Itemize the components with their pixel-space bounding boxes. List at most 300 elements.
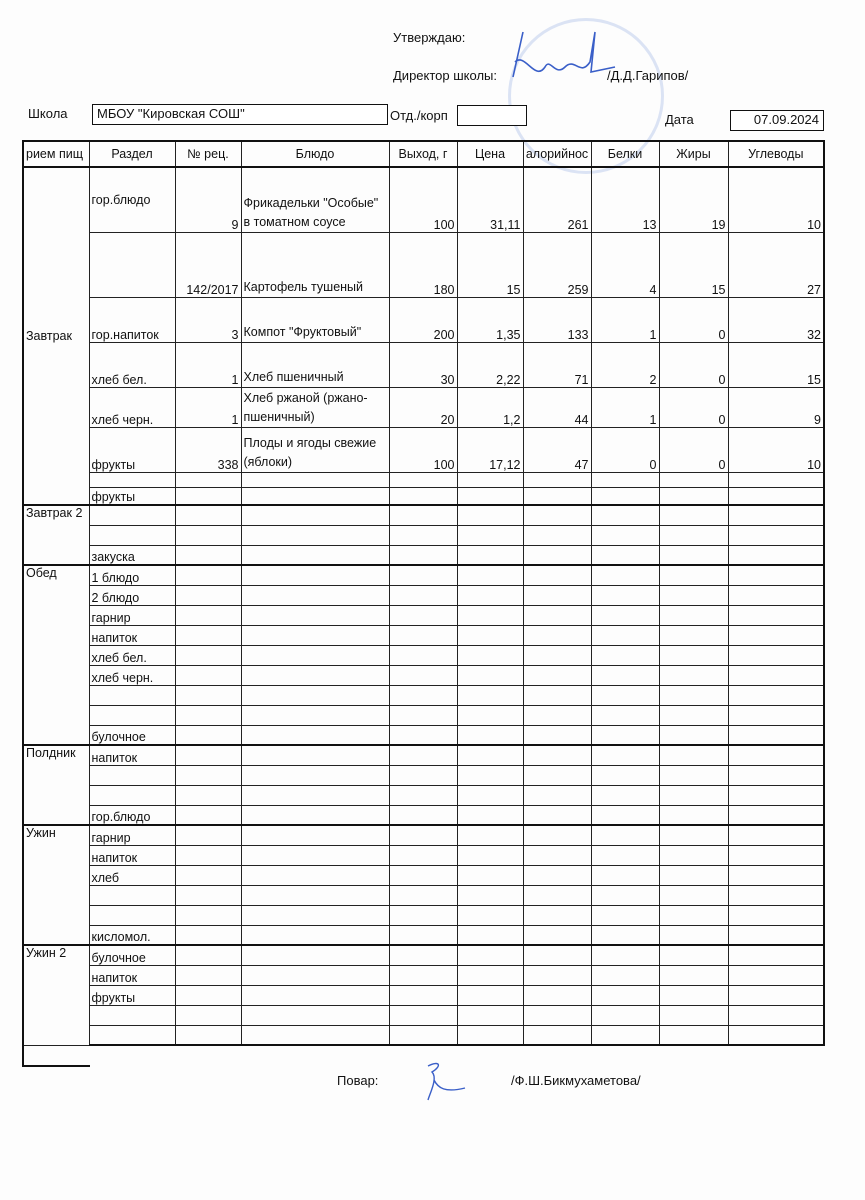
- cell-calories: [523, 585, 591, 605]
- cell-carbs: [728, 645, 824, 665]
- cell-section: напиток: [89, 745, 175, 765]
- cell-proteins: 0: [591, 427, 659, 472]
- cell-carbs: [728, 505, 824, 525]
- cell-fats: [659, 525, 728, 545]
- cell-dish: [241, 885, 389, 905]
- cell-proteins: [591, 585, 659, 605]
- cell-fats: [659, 645, 728, 665]
- cell-calories: [523, 505, 591, 525]
- cell-yield: [389, 565, 457, 585]
- table-row: [23, 342, 824, 387]
- cell-proteins: [591, 487, 659, 505]
- table-row: [23, 1005, 824, 1025]
- cell-yield: [389, 725, 457, 745]
- table-row: [23, 885, 824, 905]
- cell-calories: [523, 625, 591, 645]
- cell-proteins: [591, 645, 659, 665]
- cell-price: [457, 905, 523, 925]
- meal-name: Ужин: [23, 825, 89, 945]
- cell-proteins: [591, 525, 659, 545]
- cell-carbs: [728, 745, 824, 765]
- cell-fats: [659, 472, 728, 487]
- cell-carbs: [728, 665, 824, 685]
- cell-calories: 259: [523, 232, 591, 297]
- cell-fats: 19: [659, 167, 728, 232]
- cell-yield: [389, 965, 457, 985]
- school-field[interactable]: МБОУ "Кировская СОШ": [92, 104, 388, 125]
- cell-calories: [523, 487, 591, 505]
- cell-yield: [389, 487, 457, 505]
- cell-calories: [523, 565, 591, 585]
- cell-recipe-no: [175, 745, 241, 765]
- cell-dish: [241, 625, 389, 645]
- cell-carbs: [728, 685, 824, 705]
- cell-yield: [389, 925, 457, 945]
- cell-carbs: [728, 885, 824, 905]
- cook-signature: [420, 1058, 480, 1103]
- cell-fats: [659, 505, 728, 525]
- column-header: Цена: [457, 141, 523, 167]
- cell-dish: Хлеб ржаной (ржано-пшеничный): [241, 387, 389, 427]
- cell-price: 1,2: [457, 387, 523, 427]
- cell-price: [457, 945, 523, 965]
- cell-yield: [389, 905, 457, 925]
- cell-yield: 100: [389, 427, 457, 472]
- cell-proteins: 13: [591, 167, 659, 232]
- cell-proteins: 2: [591, 342, 659, 387]
- cell-dish: [241, 845, 389, 865]
- cell-yield: [389, 765, 457, 785]
- cell-section: 2 блюдо: [89, 585, 175, 605]
- cell-recipe-no: [175, 685, 241, 705]
- cell-dish: [241, 565, 389, 585]
- cell-recipe-no: [175, 825, 241, 845]
- cell-yield: [389, 805, 457, 825]
- cell-price: [457, 1005, 523, 1025]
- table-row: [23, 585, 824, 605]
- cell-price: [457, 685, 523, 705]
- cell-yield: [389, 1005, 457, 1025]
- cell-section: гарнир: [89, 605, 175, 625]
- cell-section: гор.блюдо: [89, 805, 175, 825]
- cell-carbs: [728, 705, 824, 725]
- cell-dish: Плоды и ягоды свежие (яблоки): [241, 427, 389, 472]
- cell-price: 17,12: [457, 427, 523, 472]
- cell-section: гор.блюдо: [89, 167, 175, 232]
- cell-dish: [241, 685, 389, 705]
- cell-calories: [523, 785, 591, 805]
- cell-calories: 133: [523, 297, 591, 342]
- cell-dish: [241, 525, 389, 545]
- cell-recipe-no: 1: [175, 342, 241, 387]
- cell-fats: 0: [659, 342, 728, 387]
- cell-dish: [241, 472, 389, 487]
- cell-calories: [523, 825, 591, 845]
- cell-dish: [241, 585, 389, 605]
- column-header: Раздел: [89, 141, 175, 167]
- cell-proteins: [591, 745, 659, 765]
- cell-section: [89, 505, 175, 525]
- cell-fats: 0: [659, 427, 728, 472]
- cell-calories: [523, 845, 591, 865]
- cell-dish: [241, 965, 389, 985]
- cook-label: Повар:: [337, 1073, 379, 1088]
- cell-fats: [659, 985, 728, 1005]
- cell-proteins: [591, 705, 659, 725]
- table-row: [23, 665, 824, 685]
- cell-price: [457, 785, 523, 805]
- cell-dish: [241, 905, 389, 925]
- table-row: [23, 845, 824, 865]
- cell-price: [457, 625, 523, 645]
- cell-dish: [241, 1025, 389, 1045]
- cell-price: [457, 1025, 523, 1045]
- cell-fats: 0: [659, 387, 728, 427]
- cell-price: [457, 725, 523, 745]
- cell-yield: [389, 885, 457, 905]
- meal-name: Полдник: [23, 745, 89, 825]
- cell-fats: [659, 925, 728, 945]
- cell-carbs: [728, 545, 824, 565]
- cell-recipe-no: [175, 605, 241, 625]
- cell-calories: [523, 885, 591, 905]
- cell-proteins: [591, 685, 659, 705]
- cell-calories: 71: [523, 342, 591, 387]
- column-header: № рец.: [175, 141, 241, 167]
- cell-recipe-no: [175, 845, 241, 865]
- cell-fats: [659, 885, 728, 905]
- cell-recipe-no: [175, 1025, 241, 1045]
- cell-yield: [389, 665, 457, 685]
- cell-carbs: 27: [728, 232, 824, 297]
- table-row: [23, 1025, 824, 1045]
- cell-recipe-no: 3: [175, 297, 241, 342]
- table-row: [23, 905, 824, 925]
- cell-fats: [659, 905, 728, 925]
- date-field[interactable]: 07.09.2024: [730, 110, 824, 131]
- cell-fats: [659, 845, 728, 865]
- cell-price: [457, 645, 523, 665]
- cell-proteins: [591, 825, 659, 845]
- cell-dish: Фрикадельки "Особые" в томатном соусе: [241, 167, 389, 232]
- column-header: Жиры: [659, 141, 728, 167]
- cell-carbs: [728, 605, 824, 625]
- cell-recipe-no: [175, 665, 241, 685]
- table-row: [23, 965, 824, 985]
- cell-calories: [523, 645, 591, 665]
- cell-price: [457, 805, 523, 825]
- cell-proteins: [591, 565, 659, 585]
- cell-fats: [659, 825, 728, 845]
- cell-section: напиток: [89, 625, 175, 645]
- cell-carbs: [728, 765, 824, 785]
- cell-price: [457, 565, 523, 585]
- cell-calories: [523, 705, 591, 725]
- cell-calories: [523, 985, 591, 1005]
- cell-yield: [389, 985, 457, 1005]
- meal-column-tail: [22, 1043, 90, 1067]
- cell-yield: 20: [389, 387, 457, 427]
- cell-dish: [241, 785, 389, 805]
- cell-yield: [389, 645, 457, 665]
- cell-section: [89, 705, 175, 725]
- cell-calories: [523, 945, 591, 965]
- cell-recipe-no: [175, 765, 241, 785]
- table-row: [23, 805, 824, 825]
- cell-section: гор.напиток: [89, 297, 175, 342]
- cell-carbs: 10: [728, 167, 824, 232]
- cell-recipe-no: [175, 487, 241, 505]
- cell-dish: [241, 825, 389, 845]
- cell-recipe-no: 142/2017: [175, 232, 241, 297]
- cell-price: 15: [457, 232, 523, 297]
- cell-dish: [241, 985, 389, 1005]
- cell-dish: [241, 725, 389, 745]
- cell-carbs: [728, 487, 824, 505]
- cell-proteins: [591, 925, 659, 945]
- cell-recipe-no: [175, 985, 241, 1005]
- cell-proteins: [591, 545, 659, 565]
- cell-price: [457, 765, 523, 785]
- cell-calories: [523, 745, 591, 765]
- cell-calories: [523, 725, 591, 745]
- cell-carbs: 15: [728, 342, 824, 387]
- cell-calories: [523, 765, 591, 785]
- cell-carbs: [728, 805, 824, 825]
- cell-price: [457, 665, 523, 685]
- column-header: рием пищ: [23, 141, 89, 167]
- cell-fats: [659, 487, 728, 505]
- cell-carbs: [728, 725, 824, 745]
- cell-fats: [659, 805, 728, 825]
- cell-proteins: [591, 985, 659, 1005]
- cell-calories: [523, 472, 591, 487]
- cell-calories: 47: [523, 427, 591, 472]
- cell-proteins: [591, 965, 659, 985]
- column-header: Выход, г: [389, 141, 457, 167]
- cell-yield: 30: [389, 342, 457, 387]
- cell-calories: [523, 685, 591, 705]
- cell-section: хлеб бел.: [89, 645, 175, 665]
- cell-proteins: 1: [591, 387, 659, 427]
- school-label: Школа: [28, 106, 68, 121]
- cell-recipe-no: 1: [175, 387, 241, 427]
- cell-recipe-no: [175, 905, 241, 925]
- cell-proteins: [591, 1025, 659, 1045]
- cell-price: [457, 845, 523, 865]
- cell-carbs: [728, 845, 824, 865]
- date-label: Дата: [665, 112, 694, 127]
- cell-dish: [241, 925, 389, 945]
- cell-carbs: [728, 565, 824, 585]
- table-row: [23, 725, 824, 745]
- cell-proteins: [591, 785, 659, 805]
- cell-section: [89, 685, 175, 705]
- cell-price: [457, 545, 523, 565]
- cell-proteins: [591, 865, 659, 885]
- cell-carbs: [728, 1005, 824, 1025]
- cell-yield: [389, 785, 457, 805]
- cell-fats: [659, 545, 728, 565]
- cell-price: [457, 825, 523, 845]
- table-row: [23, 525, 824, 545]
- cell-dish: [241, 505, 389, 525]
- cell-section: [89, 905, 175, 925]
- cell-section: фрукты: [89, 985, 175, 1005]
- table-row: [23, 387, 824, 427]
- table-row: [23, 167, 824, 232]
- cell-proteins: [591, 472, 659, 487]
- cell-recipe-no: [175, 945, 241, 965]
- column-header: Блюдо: [241, 141, 389, 167]
- cell-yield: [389, 865, 457, 885]
- cell-recipe-no: [175, 1005, 241, 1025]
- cell-price: [457, 487, 523, 505]
- cell-section: хлеб бел.: [89, 342, 175, 387]
- cell-dish: [241, 865, 389, 885]
- cell-recipe-no: [175, 785, 241, 805]
- cell-section: хлеб черн.: [89, 665, 175, 685]
- cell-recipe-no: [175, 585, 241, 605]
- cell-price: [457, 865, 523, 885]
- cell-section: булочное: [89, 945, 175, 965]
- cell-recipe-no: 9: [175, 167, 241, 232]
- cell-yield: [389, 825, 457, 845]
- table-row: [23, 785, 824, 805]
- cell-recipe-no: [175, 472, 241, 487]
- cell-calories: [523, 905, 591, 925]
- cell-section: гарнир: [89, 825, 175, 845]
- table-row: [23, 985, 824, 1005]
- cell-recipe-no: [175, 925, 241, 945]
- dept-field[interactable]: [457, 105, 527, 126]
- cell-section: хлеб черн.: [89, 387, 175, 427]
- cell-yield: [389, 685, 457, 705]
- meal-name: Ужин 2: [23, 945, 89, 1045]
- cell-carbs: [728, 585, 824, 605]
- table-row: [23, 745, 824, 765]
- cell-calories: [523, 965, 591, 985]
- meal-name: Обед: [23, 565, 89, 745]
- table-row: [23, 297, 824, 342]
- cell-recipe-no: [175, 965, 241, 985]
- cell-carbs: 10: [728, 427, 824, 472]
- cell-yield: [389, 585, 457, 605]
- cell-fats: [659, 625, 728, 645]
- cell-yield: [389, 605, 457, 625]
- cell-fats: [659, 585, 728, 605]
- cell-fats: [659, 725, 728, 745]
- cell-calories: [523, 665, 591, 685]
- cell-recipe-no: [175, 545, 241, 565]
- table-row: [23, 505, 824, 525]
- meal-name: Завтрак 2: [23, 505, 89, 565]
- cell-proteins: [591, 725, 659, 745]
- cell-section: напиток: [89, 965, 175, 985]
- approve-label: Утверждаю:: [393, 30, 466, 45]
- table-row: [23, 945, 824, 965]
- cell-calories: [523, 605, 591, 625]
- cell-price: [457, 705, 523, 725]
- cell-calories: [523, 1025, 591, 1045]
- cell-price: [457, 605, 523, 625]
- cell-dish: [241, 487, 389, 505]
- table-row: [23, 865, 824, 885]
- cell-dish: [241, 705, 389, 725]
- cell-yield: [389, 705, 457, 725]
- cell-price: [457, 985, 523, 1005]
- column-header: Углеводы: [728, 141, 824, 167]
- cell-yield: [389, 545, 457, 565]
- table-row: [23, 705, 824, 725]
- cell-carbs: [728, 625, 824, 645]
- cell-proteins: 4: [591, 232, 659, 297]
- cell-recipe-no: [175, 885, 241, 905]
- cell-price: [457, 505, 523, 525]
- cell-section: [89, 232, 175, 297]
- cell-carbs: 9: [728, 387, 824, 427]
- cell-price: 2,22: [457, 342, 523, 387]
- director-label: Директор школы:: [393, 68, 497, 83]
- table-row: [23, 645, 824, 665]
- cell-fats: [659, 745, 728, 765]
- column-header: алорийнос: [523, 141, 591, 167]
- cell-proteins: [591, 505, 659, 525]
- cell-price: 1,35: [457, 297, 523, 342]
- cell-fats: [659, 965, 728, 985]
- cell-fats: [659, 565, 728, 585]
- cell-section: [89, 1005, 175, 1025]
- cell-proteins: [591, 1005, 659, 1025]
- cell-fats: [659, 1005, 728, 1025]
- cell-dish: [241, 605, 389, 625]
- cell-proteins: [591, 765, 659, 785]
- cell-recipe-no: [175, 645, 241, 665]
- cell-dish: [241, 1005, 389, 1025]
- cell-recipe-no: [175, 505, 241, 525]
- cell-section: [89, 785, 175, 805]
- cell-calories: [523, 865, 591, 885]
- cell-section: напиток: [89, 845, 175, 865]
- cell-recipe-no: [175, 805, 241, 825]
- cell-recipe-no: [175, 725, 241, 745]
- cell-proteins: [591, 605, 659, 625]
- cell-fats: [659, 865, 728, 885]
- cell-fats: 0: [659, 297, 728, 342]
- cell-fats: [659, 605, 728, 625]
- cell-section: булочное: [89, 725, 175, 745]
- cell-price: [457, 965, 523, 985]
- cell-dish: Хлеб пшеничный: [241, 342, 389, 387]
- cell-recipe-no: [175, 565, 241, 585]
- table-row: [23, 825, 824, 845]
- cell-price: [457, 585, 523, 605]
- cell-carbs: [728, 1025, 824, 1045]
- cell-calories: [523, 545, 591, 565]
- cell-section: фрукты: [89, 487, 175, 505]
- cell-proteins: [591, 845, 659, 865]
- cell-dish: Компот "Фруктовый": [241, 297, 389, 342]
- cell-section: закуска: [89, 545, 175, 565]
- cell-proteins: [591, 625, 659, 645]
- cell-carbs: [728, 965, 824, 985]
- table-row: [23, 427, 824, 472]
- meal-name: Завтрак: [23, 167, 89, 505]
- cell-carbs: 32: [728, 297, 824, 342]
- cell-carbs: [728, 945, 824, 965]
- cell-carbs: [728, 472, 824, 487]
- cell-dish: [241, 745, 389, 765]
